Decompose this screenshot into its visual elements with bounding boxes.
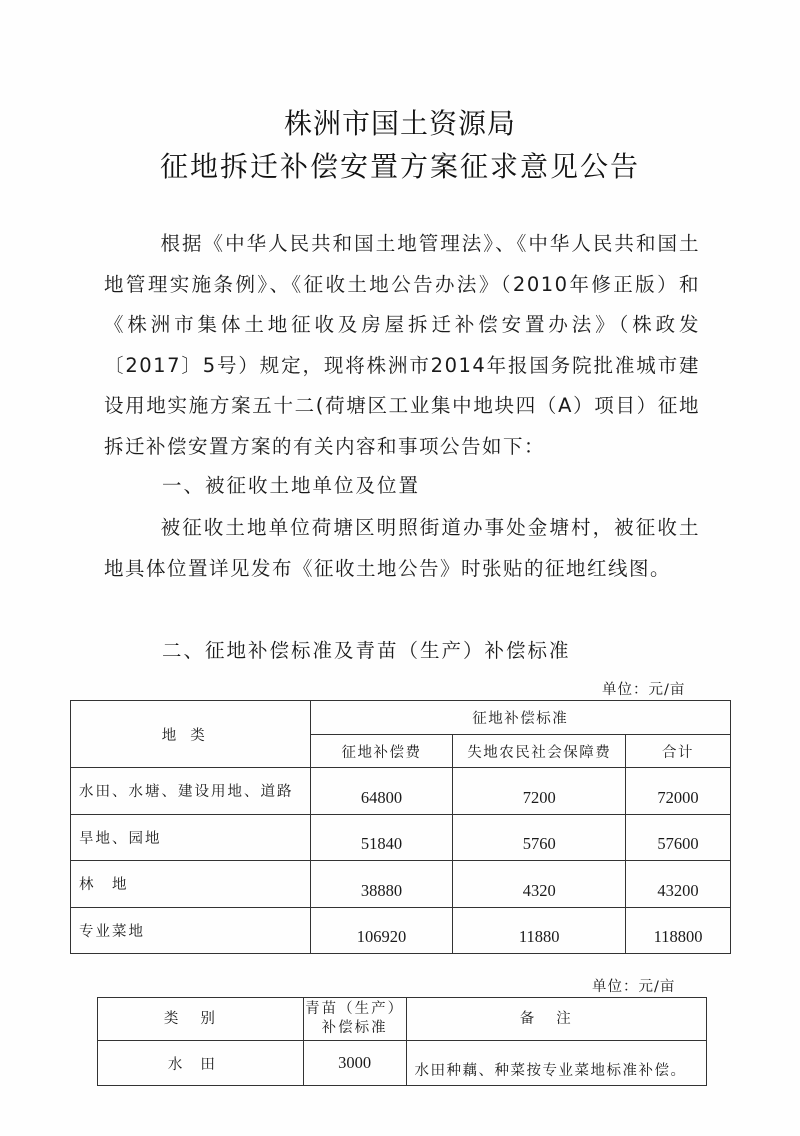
header-crop-standard [303, 998, 406, 1041]
section1-text: 被征收土地单位荷塘区明照街道办事处金塘村，被征收土地具体位置详见发布《征收土地公告》时张贴的征地红线图。 [104, 516, 700, 580]
table-row [71, 814, 731, 861]
document-title-line2: 征地拆迁补偿安置方案征求意见公告 [159, 150, 640, 183]
cell-compensation: 51840 [310, 814, 453, 861]
cell-category: 林 地 [71, 861, 311, 908]
table-row [71, 768, 731, 815]
table1-unit-label: 单位：元/亩 [602, 682, 686, 698]
cell-total: 57600 [626, 814, 731, 861]
table-row [71, 861, 731, 908]
cell-total: 72000 [626, 768, 731, 815]
table-row [71, 907, 731, 954]
cell-total: 43200 [626, 861, 731, 908]
intro-paragraph [104, 224, 700, 467]
cell-social-security: 5760 [453, 814, 626, 861]
cell-category: 水田 [98, 1041, 304, 1086]
cell-category: 旱地、园地 [71, 814, 311, 861]
crop-compensation-table [97, 997, 707, 1086]
cell-compensation: 64800 [310, 768, 453, 815]
header-note: 备注 [406, 998, 706, 1041]
header-compensation-standard: 征地补偿标准 [310, 701, 730, 735]
cell-category: 专业菜地 [71, 907, 311, 954]
cell-compensation: 38880 [310, 861, 453, 908]
intro-text: 根据《中华人民共和国土地管理法》、《中华人民共和国土地管理实施条例》、《征收土地公告办法》（2010年修正版）和《株洲市集体土地征收及房屋拆迁补偿安置办法》（株政发〔2017〕5号）规定，现将株洲市2014年报国务院批准城市建设用地实施方案五十二(荷塘区工业集中地块四（A）项目）征地拆迁补偿安置方案的有关内容和事项公告如下： [104, 232, 700, 458]
header-total: 合计 [626, 735, 731, 768]
cell-social-security: 7200 [453, 768, 626, 815]
table2-unit-label: 单位：元/亩 [592, 979, 676, 995]
cell-social-security: 4320 [453, 861, 626, 908]
header-land-category: 地类 [71, 701, 311, 768]
table-row [98, 1041, 707, 1086]
header-crop-standard-line2: 补偿标准 [321, 1020, 388, 1036]
cell-total: 118800 [626, 907, 731, 954]
cell-note: 水田种藕、种菜按专业菜地标准补偿。 [406, 1041, 706, 1086]
header-compensation-fee: 征地补偿费 [310, 735, 453, 768]
cell-social-security: 11880 [453, 907, 626, 954]
section1-heading: 一、被征收土地单位及位置 [162, 474, 421, 497]
document-title-line1: 株洲市国土资源局 [283, 107, 516, 140]
section2-heading: 二、征地补偿标准及青苗（生产）补偿标准 [162, 639, 571, 662]
land-compensation-table [70, 700, 731, 954]
cell-standard: 3000 [303, 1041, 406, 1086]
cell-compensation: 106920 [310, 907, 453, 954]
header-social-security-fee: 失地农民社会保障费 [453, 735, 626, 768]
section1-body [104, 508, 700, 589]
header-category: 类别 [98, 998, 304, 1041]
header-crop-standard-line1: 青苗（生产） [305, 1001, 405, 1017]
cell-category: 水田、水塘、建设用地、道路 [71, 768, 311, 815]
